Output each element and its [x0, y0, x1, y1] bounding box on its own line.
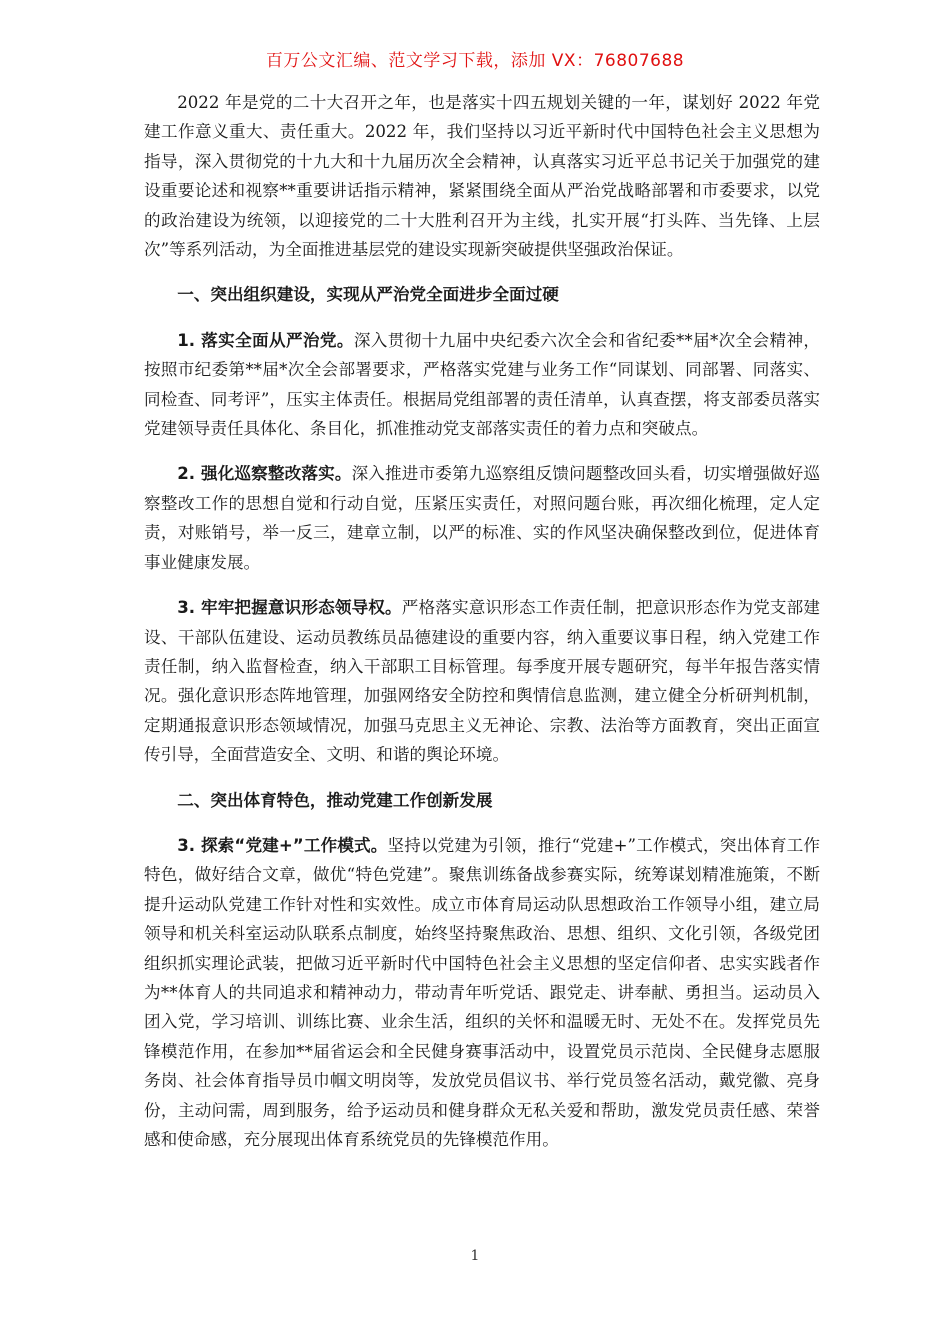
item-paragraph-2: [144, 459, 820, 577]
item-body: 坚持以党建为引领，推行“党建+”工作模式，突出体育工作特色，做好结合文章，做优“特色党建”。聚焦训练备战参赛实际，统筹谋划精准施策，不断提升运动队党建工作针对性和实效性。成立市体育局运动队思想政治工作领导小组，建立局领导和机关科室运动队联系点制度，始终坚持聚焦政治、思想、组织、文化引领，各级党团组织抓实理论武装，把做习近平新时代中国特色社会主义思想的坚定信仰者、忠实实践者作为**体育人的共同追求和精神动力，带动青年听党话、跟党走、讲奉献、勇担当。运动员入团入党，学习培训、训练比赛、业余生活，组织的关怀和温暖无时、无处不在。发挥党员先锋模范作用，在参加**届省运会和全民健身赛事活动中，设置党员示范岗、全民健身志愿服务岗、社会体育指导员巾帼文明岗等，发放党员倡议书、举行党员签名活动，戴党徽、亮身份，主动问需，周到服务，给予运动员和健身群众无私关爱和帮助，激发党员责任感、荣誉感和使命感，充分展现出体育系统党员的先锋模范作用。: [144, 835, 820, 1149]
section-heading-1: 一、突出组织建设，实现从严治党全面进步全面过硬: [177, 285, 559, 305]
item-body: 严格落实意识形态工作责任制，把意识形态作为党支部建设、干部队伍建设、运动员教练员品德建设的重要内容，纳入重要议事日程，纳入党建工作责任制，纳入监督检查，纳入干部职工目标管理。每季度开展专题研究，每半年报告落实情况。强化意识形态阵地管理，加强网络安全防控和舆情信息监测，建立健全分析研判机制，定期通报意识形态领域情况，加强马克思主义无神论、宗教、法治等方面教育，突出正面宣传引导，全面营造安全、文明、和谐的舆论环境。: [144, 598, 820, 765]
section-heading-2: 二、突出体育特色，推动党建工作创新发展: [177, 790, 493, 810]
item-paragraph-4: [144, 831, 820, 1154]
item-title: 3. 牢牢把握意识形态领导权。: [177, 598, 402, 618]
page-number: 1: [470, 1248, 480, 1264]
item-paragraph-1: [144, 326, 820, 444]
item-title: 1. 落实全面从严治党。: [177, 330, 354, 350]
intro-paragraph: 2022 年是党的二十大召开之年，也是落实十四五规划关键的一年，谋划好 2022 年党建工作意义重大、责任重大。2022 年，我们坚持以习近平新时代中国特色社会主义思想为指导，深入贯彻党的十九大和十九届历次全会精神，认真落实习近平总书记关于加强党的建设重要论述和视察**重要讲话指示精神，紧紧围绕全面从严治党战略部署和市委要求，以党的政治建设为统领，以迎接党的二十大胜利召开为主线，扎实开展“打头阵、当先锋、上层次”等系列活动，为全面推进基层党的建设实现新突破提供坚强政治保证。: [144, 93, 820, 260]
promo-banner: 百万公文汇编、范文学习下载，添加 VX：76807688: [265, 51, 685, 71]
item-title: 3. 探索“党建+”工作模式。: [177, 835, 388, 855]
item-paragraph-3: [144, 593, 820, 769]
item-body: 深入贯彻十九届中央纪委六次全会和省纪委**届*次全会精神，按照市纪委第**届*次全会部署要求，严格落实党建与业务工作“同谋划、同部署、同落实、同检查、同考评”，压实主体责任。根据局党组部署的责任清单，认真查摆，将支部委员落实党建领导责任具体化、条目化，抓准推动党支部落实责任的着力点和突破点。: [144, 330, 820, 439]
document-body: [144, 88, 820, 1170]
item-title: 2. 强化巡察整改落实。: [177, 464, 352, 484]
item-body: 深入推进市委第九巡察组反馈问题整改回头看，切实增强做好巡察整改工作的思想自觉和行动自觉，压紧压实责任，对照问题台账，再次细化梳理，定人定责，对账销号，举一反三，建章立制，以严的标准、实的作风坚决确保整改到位，促进体育事业健康发展。: [144, 464, 820, 572]
